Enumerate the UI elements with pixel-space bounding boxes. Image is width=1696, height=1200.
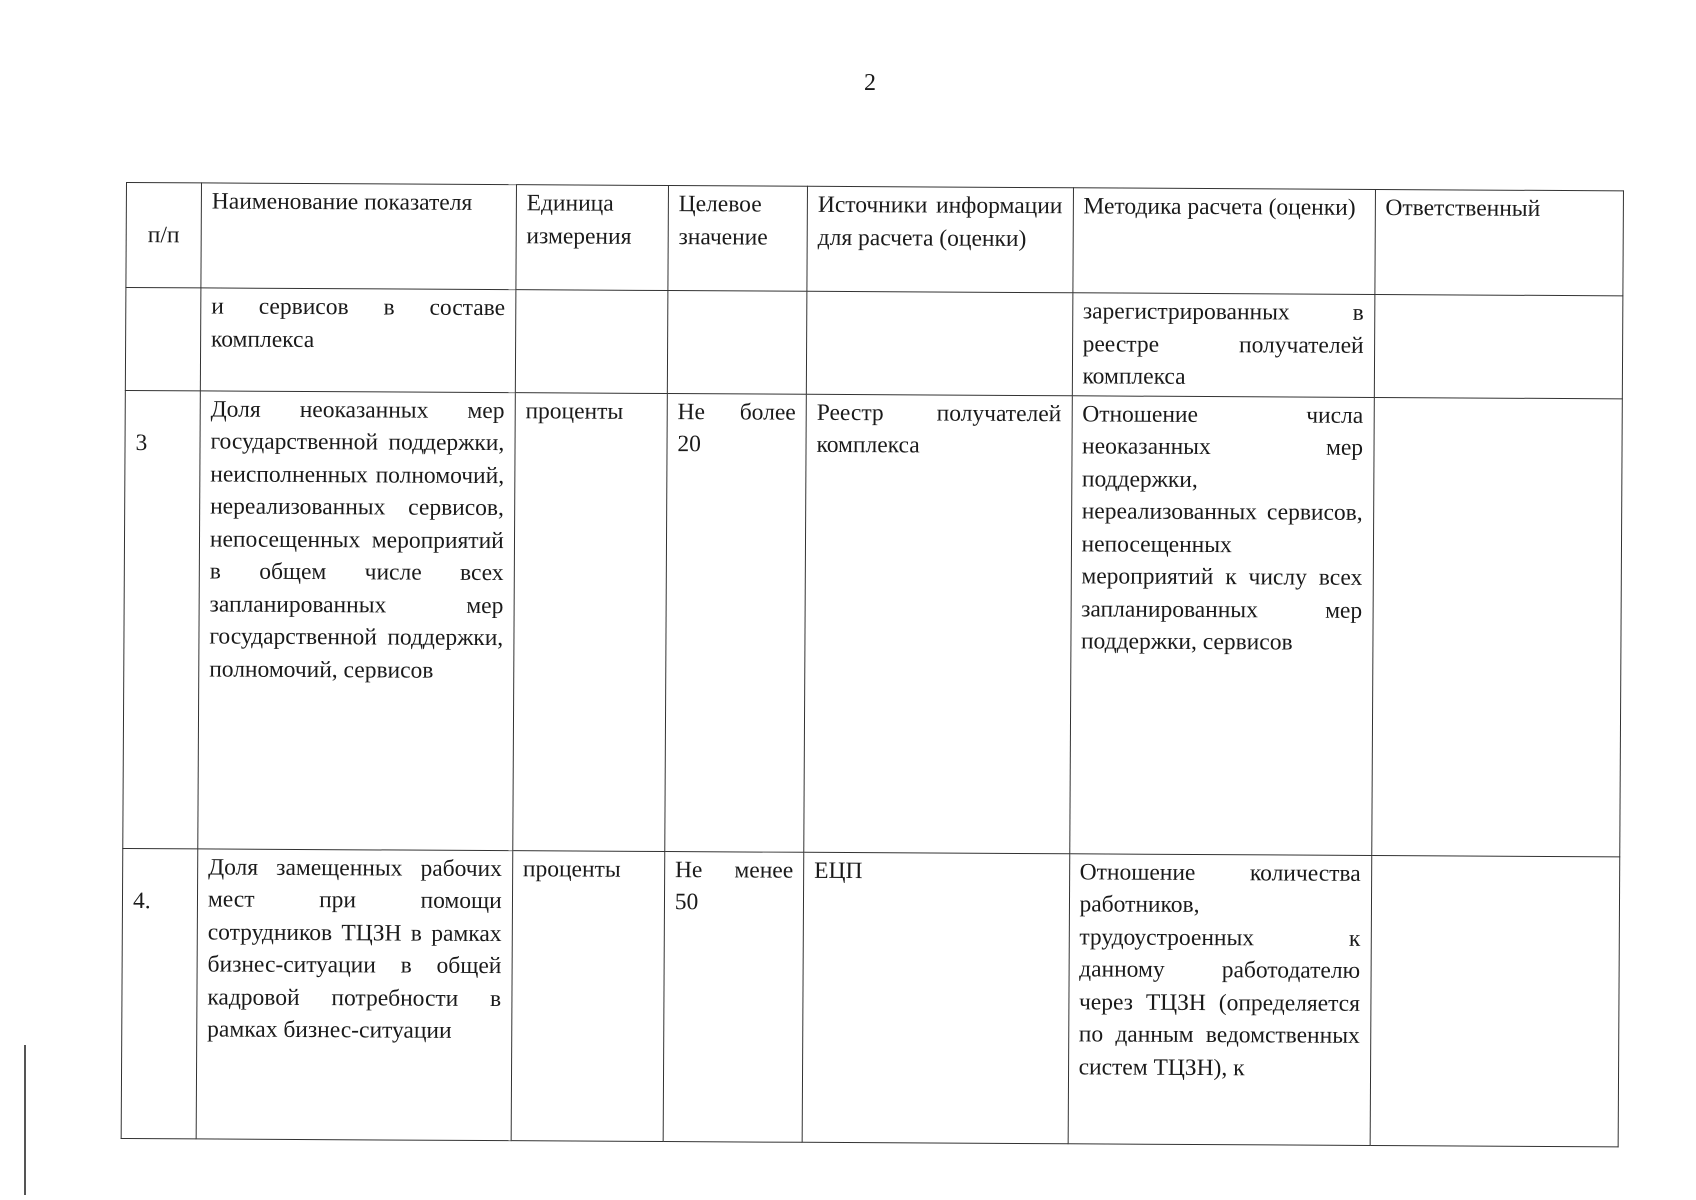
- header-method: Методика расчета (оценки): [1072, 188, 1375, 295]
- cell-method: зарегистрированных в реестре получателей комплекса: [1072, 293, 1375, 397]
- cell-sources: [806, 291, 1072, 395]
- cell-method: Отношение числа неоказанных мер поддержки, нереализованных сервисов, непосещенных мероприятий к числу всех запланированных мер поддержки, сервисов: [1069, 395, 1374, 855]
- header-responsible: Ответственный: [1374, 189, 1623, 295]
- cell-method: Отношение количества работников, трудоустроенных к данному работодателю через ТЦЗН (определяется по данным ведомственных систем ТЦЗН), к: [1068, 853, 1372, 1145]
- indicators-table: [121, 182, 1624, 1147]
- cell-sources: Реестр получателей комплекса: [804, 394, 1072, 853]
- cell-num: 4.: [121, 848, 198, 1138]
- cell-target: [667, 291, 807, 394]
- cell-target: Не более 20: [665, 393, 807, 852]
- page-number: 2: [864, 70, 876, 96]
- header-unit: Единица измерения: [516, 185, 669, 291]
- table-row: [121, 848, 1620, 1146]
- cell-responsible: [1371, 397, 1622, 856]
- cell-name: и сервисов в составе комплекса: [200, 288, 515, 392]
- cell-responsible: [1370, 855, 1620, 1146]
- cell-unit: проценты: [511, 850, 665, 1141]
- header-sources: Источники информации для расчета (оценки): [807, 186, 1073, 292]
- table-header-row: [126, 183, 1624, 296]
- cell-unit: [515, 290, 668, 393]
- cell-name: Доля неоказанных мер государственной поддержки, неисполненных полномочий, нереализованных сервисов, непосещенных мероприятий в общем числе всех запланированных мер государственной поддержки, полномочий, сервисов: [198, 390, 515, 850]
- table-row: [125, 288, 1623, 399]
- scan-edge-line: [24, 1045, 26, 1195]
- cell-num: [125, 288, 201, 391]
- cell-num: 3: [123, 390, 201, 848]
- cell-name: Доля замещенных рабочих мест при помощи сотрудников ТЦЗН в рамках бизнес-ситуации в общей кадровой потребности в рамках бизнес-ситуации: [196, 848, 512, 1140]
- cell-target: Не менее 50: [663, 851, 804, 1142]
- header-name: Наименование показателя: [201, 183, 516, 290]
- header-num: п/п: [126, 183, 202, 288]
- header-target: Целевое значение: [668, 186, 808, 292]
- cell-unit: проценты: [513, 392, 668, 851]
- cell-responsible: [1374, 294, 1623, 398]
- table-row: [123, 390, 1623, 856]
- cell-sources: ЕЦП: [802, 852, 1069, 1143]
